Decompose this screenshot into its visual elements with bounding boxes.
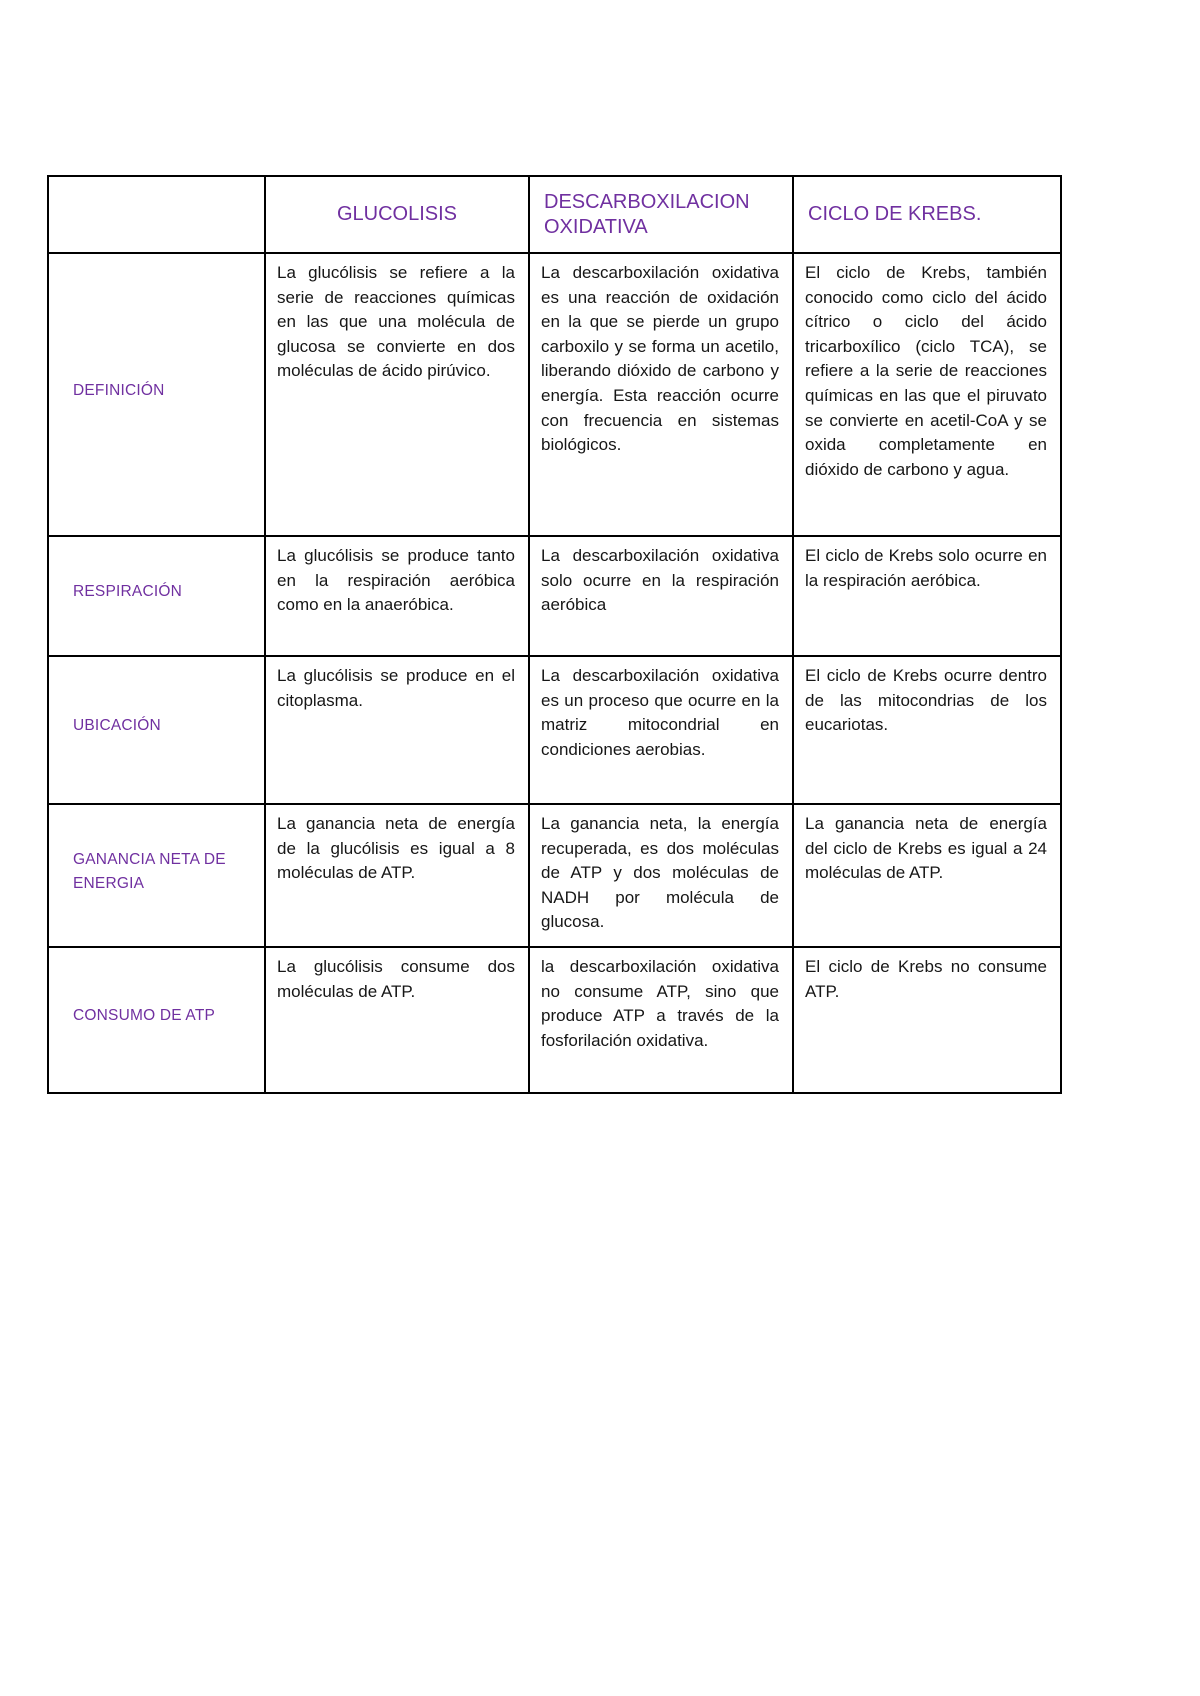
- cell-respiracion-krebs: El ciclo de Krebs solo ocurre en la respiración aeróbica.: [793, 536, 1061, 656]
- cell-ganancia-descarboxilacion: La ganancia neta, la energía recuperada, es dos moléculas de ATP y dos moléculas de NADH por molécula de glucosa.: [529, 804, 793, 947]
- cell-ganancia-glucolisis: La ganancia neta de energía de la glucólisis es igual a 8 moléculas de ATP.: [265, 804, 529, 947]
- cell-definicion-krebs: El ciclo de Krebs, también conocido como ciclo del ácido cítrico o ciclo del ácido tricarboxílico (ciclo TCA), se refiere a la serie de reacciones químicas en las que el piruvato se convierte en acetil-CoA y se oxida completamente en dióxido de carbono y agua.: [793, 253, 1061, 536]
- row-label-consumo-atp: CONSUMO DE ATP: [48, 947, 265, 1093]
- cell-ubicacion-descarboxilacion: La descarboxilación oxidativa es un proceso que ocurre en la matriz mitocondrial en condiciones aerobias.: [529, 656, 793, 804]
- row-label-respiracion: RESPIRACIÓN: [48, 536, 265, 656]
- cell-consumo-glucolisis: La glucólisis consume dos moléculas de ATP.: [265, 947, 529, 1093]
- header-glucolisis: GLUCOLISIS: [265, 176, 529, 253]
- table-row-consumo-atp: [48, 947, 1061, 1093]
- table-row-respiracion: [48, 536, 1061, 656]
- cell-respiracion-descarboxilacion: La descarboxilación oxidativa solo ocurre en la respiración aeróbica: [529, 536, 793, 656]
- cell-definicion-glucolisis: La glucólisis se refiere a la serie de reacciones químicas en las que una molécula de glucosa se convierte en dos moléculas de ácido pirúvico.: [265, 253, 529, 536]
- table-row-ubicacion: [48, 656, 1061, 804]
- cell-consumo-krebs: El ciclo de Krebs no consume ATP.: [793, 947, 1061, 1093]
- row-label-ubicacion: UBICACIÓN: [48, 656, 265, 804]
- table-row-definicion: [48, 253, 1061, 536]
- cell-respiracion-glucolisis: La glucólisis se produce tanto en la respiración aeróbica como en la anaeróbica.: [265, 536, 529, 656]
- table-row-ganancia-neta: [48, 804, 1061, 947]
- cell-ubicacion-krebs: El ciclo de Krebs ocurre dentro de las mitocondrias de los eucariotas.: [793, 656, 1061, 804]
- comparison-table: [47, 175, 1062, 1094]
- header-empty-cell: [48, 176, 265, 253]
- cell-definicion-descarboxilacion: La descarboxilación oxidativa es una reacción de oxidación en la que se pierde un grupo carboxilo y se forma un acetilo, liberando dióxido de carbono y energía. Esta reacción ocurre con frecuencia en sistemas biológicos.: [529, 253, 793, 536]
- header-ciclo-de-krebs: CICLO DE KREBS.: [793, 176, 1061, 253]
- row-label-ganancia-neta: GANANCIA NETA DE ENERGIA: [48, 804, 265, 947]
- header-descarboxilacion-oxidativa: DESCARBOXILACION OXIDATIVA: [529, 176, 793, 253]
- cell-ubicacion-glucolisis: La glucólisis se produce en el citoplasma.: [265, 656, 529, 804]
- cell-consumo-descarboxilacion: la descarboxilación oxidativa no consume ATP, sino que produce ATP a través de la fosforilación oxidativa.: [529, 947, 793, 1093]
- cell-ganancia-krebs: La ganancia neta de energía del ciclo de Krebs es igual a 24 moléculas de ATP.: [793, 804, 1061, 947]
- table-header-row: [48, 176, 1061, 253]
- row-label-definicion: DEFINICIÓN: [48, 253, 265, 536]
